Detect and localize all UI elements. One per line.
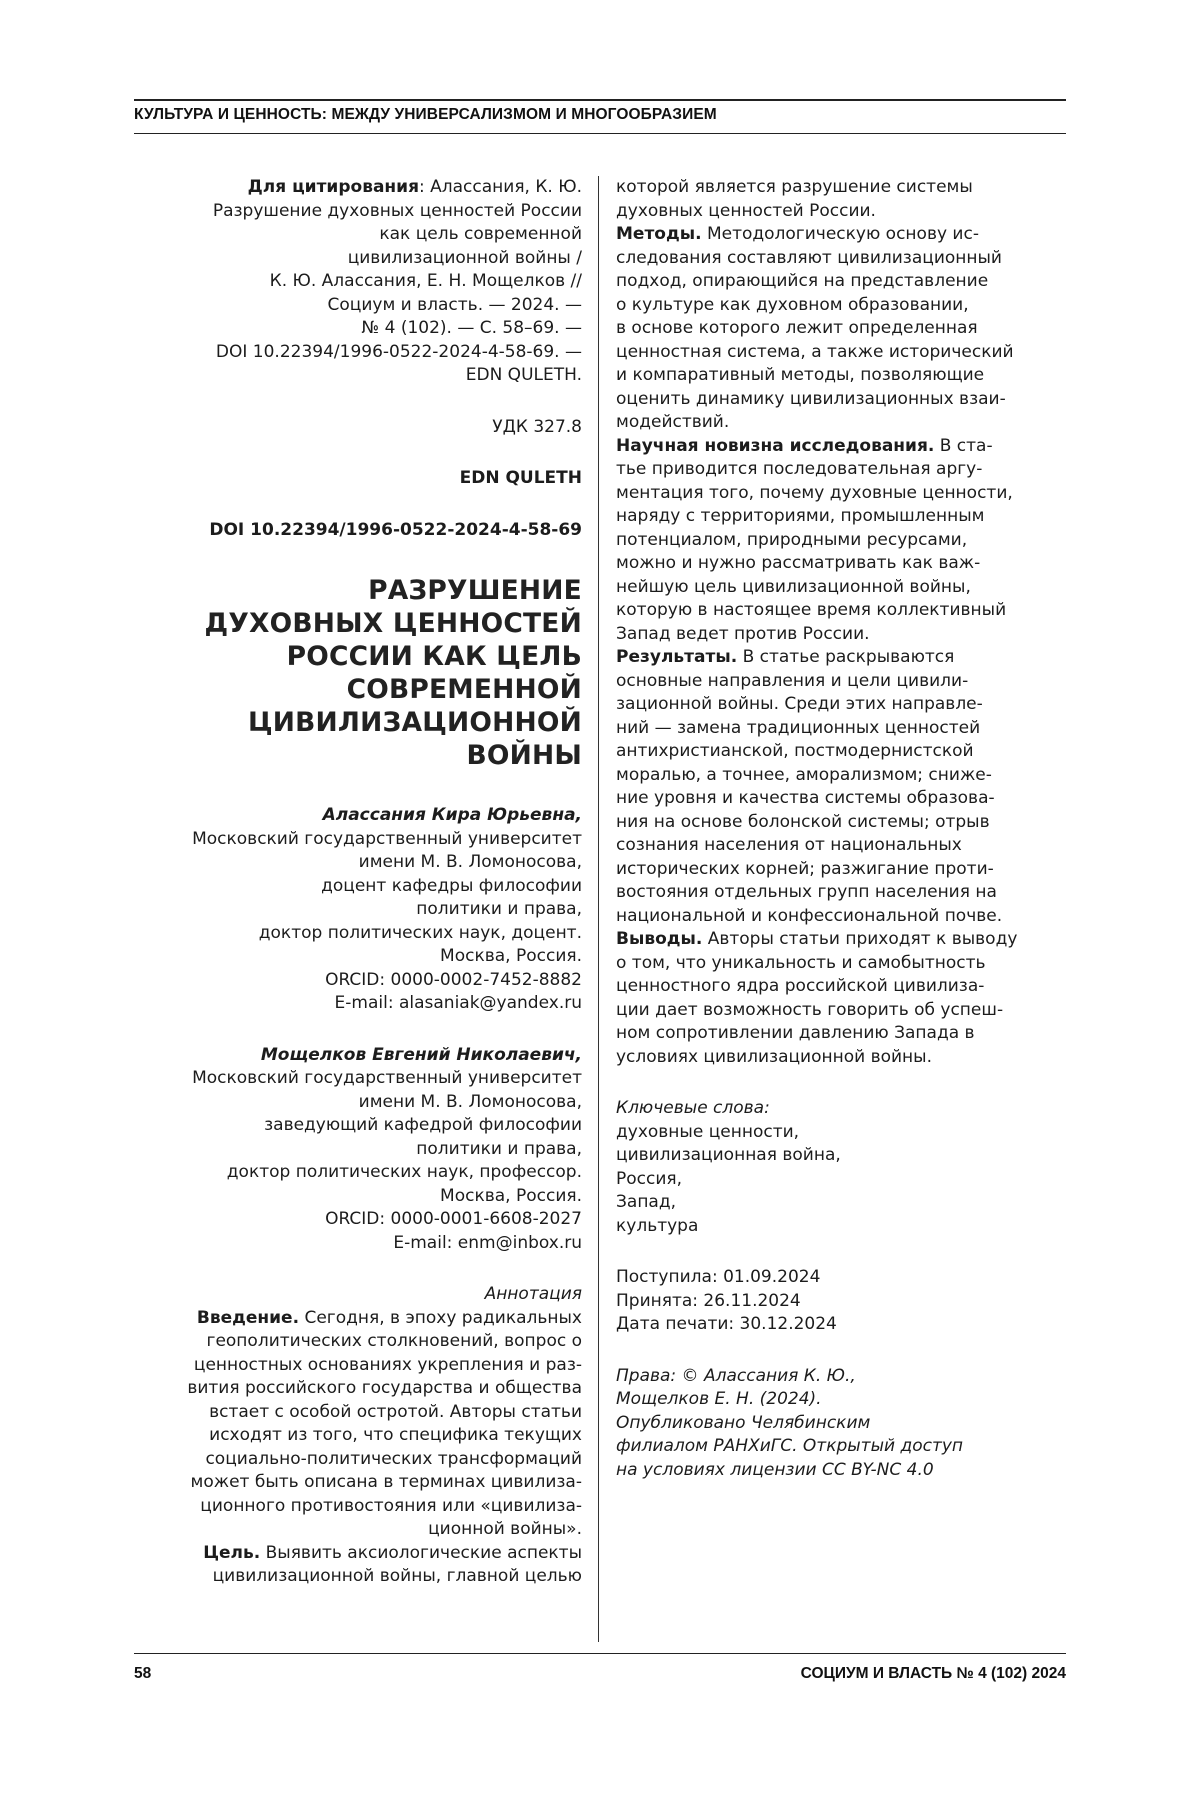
author-block [130, 804, 582, 1016]
keyword: цивилизационная война, [616, 1144, 1072, 1168]
abstract-heading: Аннотация [130, 1283, 582, 1307]
author-name: Мощелков Евгений Николаевич, [130, 1044, 582, 1068]
journal-page [0, 0, 1200, 1797]
abstract-line: В статье раскрываются [737, 647, 954, 667]
abstract-line: встает с особой остротой. Авторы статьи [130, 1401, 582, 1425]
abstract-line: Авторы статьи приходят к выводу [702, 929, 1017, 949]
results-label: Результаты. [616, 647, 737, 667]
author-orcid[interactable]: ORCID: 0000-0002-7452-8882 [130, 969, 582, 993]
author-line: политики и права, [130, 898, 582, 922]
keyword: Запад, [616, 1191, 1072, 1215]
methods-label: Методы. [616, 224, 702, 244]
abstract-line: ний — замена традиционных ценностей [616, 717, 1072, 741]
keywords-block [616, 1097, 1072, 1238]
author-block [130, 1044, 582, 1256]
abstract-line: может быть описана в терминах цивилиза- [130, 1471, 582, 1495]
column-divider [598, 176, 599, 1642]
abstract-line: ценностная система, а также исторический [616, 341, 1072, 365]
author-email[interactable]: E-mail: alasaniak@yandex.ru [130, 992, 582, 1016]
rights-line: Мощелков Е. Н. (2024). [616, 1388, 1072, 1412]
abstract-line: тье приводится последовательная аргу- [616, 458, 1072, 482]
novelty-label: Научная новизна исследования. [616, 436, 934, 456]
citation-line: цивилизационной войны / [130, 247, 582, 271]
abstract-line: антихристианской, постмодернистской [616, 740, 1072, 764]
abstract-line: исторических корней; разжигание проти- [616, 858, 1072, 882]
abstract-line: оценить динамику цивилизационных взаи- [616, 388, 1072, 412]
abstract-line: и компаративный методы, позволяющие [616, 364, 1072, 388]
dates-block [616, 1266, 1072, 1337]
abstract-line: ния на основе болонской системы; отрыв [616, 811, 1072, 835]
abstract-line: нейшую цель цивилизационной войны, [616, 576, 1072, 600]
citation-block [130, 176, 582, 388]
abstract-line: духовных ценностей России. [616, 200, 1072, 224]
rights-line: Опубликовано Челябинским [616, 1412, 1072, 1436]
abstract-line: потенциалом, природными ресурсами, [616, 529, 1072, 553]
abstract-line: о культуре как духовном образовании, [616, 294, 1072, 318]
abstract-line: следования составляют цивилизационный [616, 247, 1072, 271]
intro-label: Введение. [197, 1308, 299, 1328]
abstract-line: исходят из того, что специфика текущих [130, 1424, 582, 1448]
author-line: доктор политических наук, доцент. [130, 922, 582, 946]
doi-code: DOI 10.22394/1996-0522-2024-4-58-69 [130, 519, 582, 543]
rights-line: на условиях лицензии CC BY-NC 4.0 [616, 1459, 1072, 1483]
abstract-line: ценностного ядра российской цивилиза- [616, 975, 1072, 999]
title-line: СОВРЕМЕННОЙ [130, 673, 582, 706]
abstract-line: о том, что уникальность и самобытность [616, 952, 1072, 976]
abstract-line: моралью, а точнее, аморализмом; сниже- [616, 764, 1072, 788]
abstract-line: основные направления и цели цивили- [616, 670, 1072, 694]
rights-line: Права: © Алассания К. Ю., [616, 1365, 1072, 1389]
author-line: Московский государственный университет [130, 828, 582, 852]
citation-label: Для цитирования [248, 177, 419, 197]
abstract-line: ционной войны». [130, 1518, 582, 1542]
page-number: 58 [134, 1665, 151, 1683]
citation-line: как цель современной [130, 223, 582, 247]
keyword: духовные ценности, [616, 1121, 1072, 1145]
abstract-line: которую в настоящее время коллективный [616, 599, 1072, 623]
author-name: Алассания Кира Юрьевна, [130, 804, 582, 828]
abstract-line: Запад ведет против России. [616, 623, 1072, 647]
author-line: Москва, Россия. [130, 945, 582, 969]
author-line: имени М. В. Ломоносова, [130, 851, 582, 875]
title-line: ДУХОВНЫХ ЦЕННОСТЕЙ [130, 607, 582, 640]
author-line: заведующий кафедрой философии [130, 1114, 582, 1138]
abstract-line: в основе которого лежит определенная [616, 317, 1072, 341]
author-line: доктор политических наук, профессор. [130, 1161, 582, 1185]
title-line: РАЗРУШЕНИЕ [130, 574, 582, 607]
abstract-line: В ста- [934, 436, 992, 456]
abstract-line: вития российского государства и общества [130, 1377, 582, 1401]
abstract-line: ментация того, почему духовные ценности, [616, 482, 1072, 506]
author-line: Московский государственный университет [130, 1067, 582, 1091]
date-accepted: Принята: 26.11.2024 [616, 1290, 1072, 1314]
abstract-line: модействий. [616, 411, 1072, 435]
abstract-line: которой является разрушение системы [616, 176, 1072, 200]
header-rule-bottom [134, 133, 1066, 134]
abstract-line: национальной и конфессиональной почве. [616, 905, 1072, 929]
abstract-line: Выявить аксиологические аспекты [260, 1543, 582, 1563]
abstract-line: Методологическую основу ис- [702, 224, 979, 244]
author-email[interactable]: E-mail: enm@inbox.ru [130, 1232, 582, 1256]
author-line: политики и права, [130, 1138, 582, 1162]
abstract-line: ние уровня и качества системы образова- [616, 787, 1072, 811]
abstract-line: ции дает возможность говорить об успеш- [616, 999, 1072, 1023]
article-title [130, 574, 582, 772]
abstract-line: наряду с территориями, промышленным [616, 505, 1072, 529]
goal-label: Цель. [203, 1543, 260, 1563]
abstract-line: геополитических столкновений, вопрос о [130, 1330, 582, 1354]
header-rule-top [134, 99, 1066, 101]
abstract-line: востояния отдельных групп населения на [616, 881, 1072, 905]
author-line: Москва, Россия. [130, 1185, 582, 1209]
right-column [616, 176, 1072, 1482]
rights-block [616, 1365, 1072, 1483]
abstract-line: можно и нужно рассматривать как важ- [616, 552, 1072, 576]
abstract-line: ном сопротивлении давлению Запада в [616, 1022, 1072, 1046]
footer-rule [134, 1653, 1066, 1654]
rights-line: филиалом РАНХиГС. Открытый доступ [616, 1435, 1072, 1459]
abstract-line: сознания населения от национальных [616, 834, 1072, 858]
citation-line: EDN QULETH. [130, 364, 582, 388]
title-line: ЦИВИЛИЗАЦИОННОЙ [130, 706, 582, 739]
abstract-line: цивилизационной войны, главной целью [130, 1565, 582, 1589]
author-line: доцент кафедры философии [130, 875, 582, 899]
title-line: РОССИИ КАК ЦЕЛЬ [130, 640, 582, 673]
udk-code: УДК 327.8 [130, 416, 582, 440]
citation-line: Социум и власть. — 2024. — [130, 294, 582, 318]
left-column [130, 176, 582, 1589]
abstract-line: ционного противостояния или «цивилиза- [130, 1495, 582, 1519]
citation-line: № 4 (102). — С. 58–69. — [130, 317, 582, 341]
abstract-line: условиях цивилизационной войны. [616, 1046, 1072, 1070]
running-title: КУЛЬТУРА И ЦЕННОСТЬ: МЕЖДУ УНИВЕРСАЛИЗМОМ И МНОГООБРАЗИЕМ [134, 106, 717, 124]
date-printed: Дата печати: 30.12.2024 [616, 1313, 1072, 1337]
abstract-line: Сегодня, в эпоху радикальных [299, 1308, 582, 1328]
journal-name: СОЦИУМ И ВЛАСТЬ № 4 (102) 2024 [801, 1665, 1066, 1683]
citation-line: Разрушение духовных ценностей России [130, 200, 582, 224]
abstract-block [130, 1283, 582, 1589]
date-received: Поступила: 01.09.2024 [616, 1266, 1072, 1290]
keyword: культура [616, 1215, 1072, 1239]
citation-line: DOI 10.22394/1996-0522-2024-4-58-69. — [130, 341, 582, 365]
abstract-line: подход, опирающийся на представление [616, 270, 1072, 294]
abstract-line: социально-политических трансформаций [130, 1448, 582, 1472]
citation-line: : Алассания, К. Ю. [419, 177, 582, 197]
keyword: Россия, [616, 1168, 1072, 1192]
author-orcid[interactable]: ORCID: 0000-0001-6608-2027 [130, 1208, 582, 1232]
abstract-line: ценностных основаниях укрепления и раз- [130, 1354, 582, 1378]
edn-code: EDN QULETH [130, 467, 582, 491]
author-line: имени М. В. Ломоносова, [130, 1091, 582, 1115]
abstract-line: зационной войны. Среди этих направле- [616, 693, 1072, 717]
citation-line: К. Ю. Алассания, Е. Н. Мощелков // [130, 270, 582, 294]
conclusions-label: Выводы. [616, 929, 702, 949]
keywords-label: Ключевые слова: [616, 1097, 1072, 1121]
title-line: ВОЙНЫ [130, 739, 582, 772]
